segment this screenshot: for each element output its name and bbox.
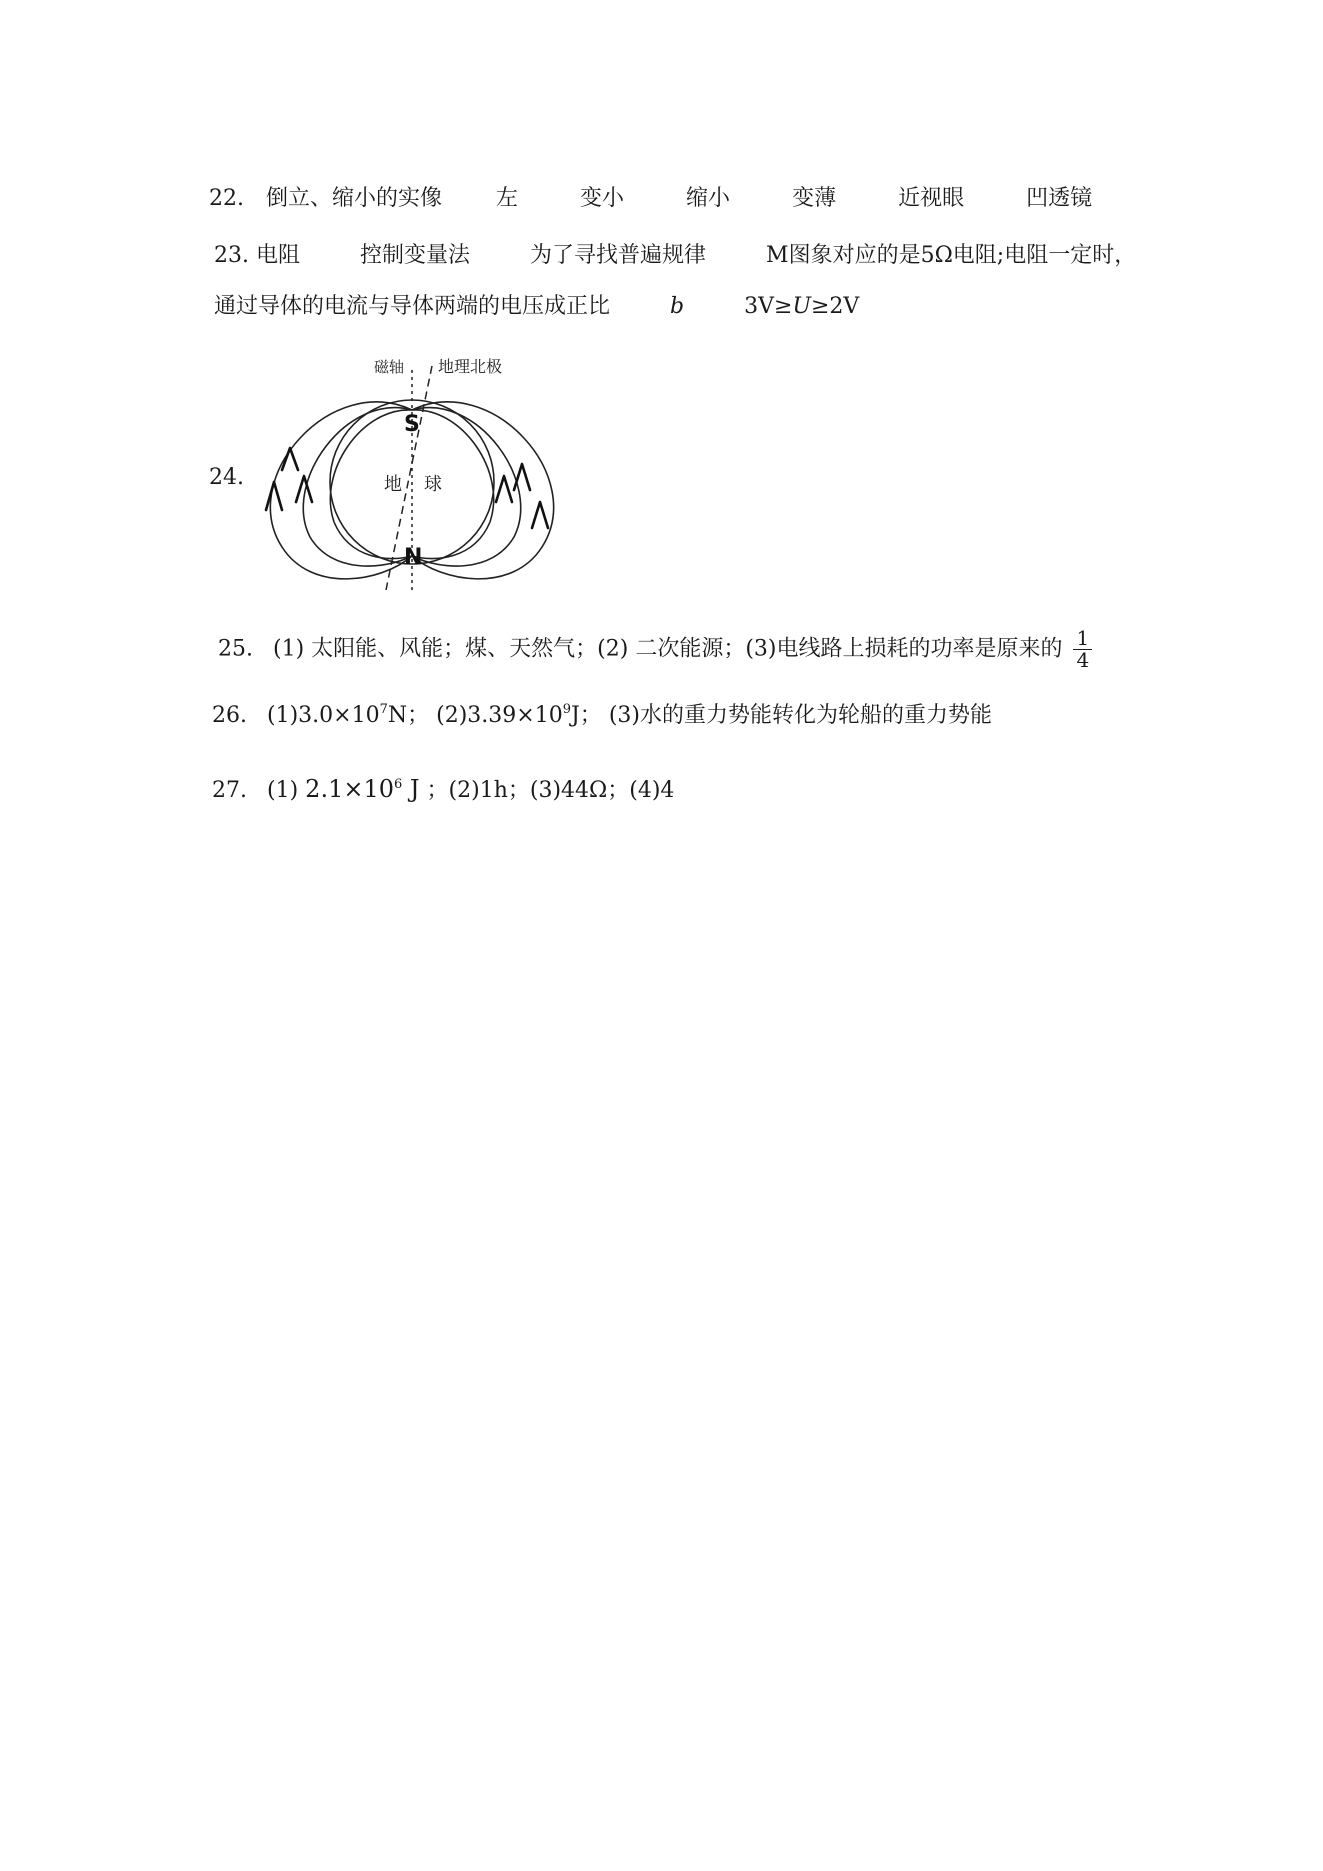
q26-part-1: $(1)3.0\times 10^7N$； — [267, 702, 430, 728]
q27-part-1-value: $2.1\times 10^6$ J — [305, 775, 420, 803]
q22-answer-2: 左 — [496, 186, 519, 211]
q23-answer-4: M图象对应的是5Ω电阻;电阻一定时， — [766, 243, 1137, 268]
arrow-up-right-mid-icon — [514, 464, 530, 490]
q22-answer-5: 变薄 — [792, 186, 837, 211]
q24-number: 24. — [209, 465, 244, 490]
q22-answer-3: 变小 — [580, 186, 625, 211]
q26-line — [212, 702, 992, 728]
earth-magnetic-field-figure — [262, 352, 562, 598]
q23-line-2 — [214, 296, 859, 318]
label-geo-north: 地理北极 — [438, 357, 503, 376]
q27-line — [212, 777, 674, 802]
q23-line-1 — [214, 245, 1136, 267]
q22-line — [209, 188, 1092, 210]
q22-answer-7: 凹透镜 — [1026, 186, 1093, 211]
q25-text: (1) 太阳能、风能；煤、天然气；(2) 二次能源；(3)电线路上损耗的功率是原来的 — [273, 636, 1063, 662]
q23-number: 23. — [214, 243, 249, 268]
pole-s-label: S — [404, 412, 420, 437]
q27-number: 27. — [212, 778, 247, 803]
q22-answer-1: 倒立、缩小的实像 — [266, 186, 443, 211]
q23-answer-1: 电阻 — [256, 243, 301, 268]
pole-n-label: N — [404, 545, 423, 570]
q22-number: 22. — [209, 186, 244, 211]
q27-rest: ；(2)1h；(3)44Ω；(4)4 — [426, 778, 675, 803]
q22-answer-6: 近视眼 — [898, 186, 965, 211]
label-earth-di: 地 — [384, 474, 402, 495]
q27-part-1-label: (1) — [267, 778, 299, 803]
q22-answer-4: 缩小 — [686, 186, 731, 211]
label-magnetic-axis: 磁轴 — [374, 358, 405, 376]
q23-answer-5: b — [670, 294, 685, 319]
q25-line — [218, 628, 1092, 671]
q25-number: 25. — [218, 636, 253, 662]
q26-number: 26. — [212, 703, 247, 728]
q26-part-2: $(2)3.39\times 10^9J$； — [436, 702, 602, 728]
q23-answer-3: 为了寻找普遍规律 — [530, 243, 707, 268]
arrow-up-right-inner-icon — [496, 476, 512, 502]
q23-answer-2: 控制变量法 — [360, 243, 471, 268]
arrow-up-left-outer-icon — [266, 482, 282, 510]
q25-fraction-numerator: 1 — [1073, 628, 1092, 650]
q25-fraction — [1073, 628, 1092, 671]
q23-answer-4-cont: 通过导体的电流与导体两端的电压成正比 — [214, 294, 611, 319]
q23-answer-6: 3V≥U≥2V — [744, 294, 860, 319]
arrow-up-right-outer-icon — [532, 502, 548, 528]
label-earth-qiu: 球 — [424, 474, 442, 495]
q26-part-3: (3)水的重力势能转化为轮船的重力势能 — [608, 703, 992, 728]
q25-fraction-denominator: 4 — [1076, 648, 1090, 672]
